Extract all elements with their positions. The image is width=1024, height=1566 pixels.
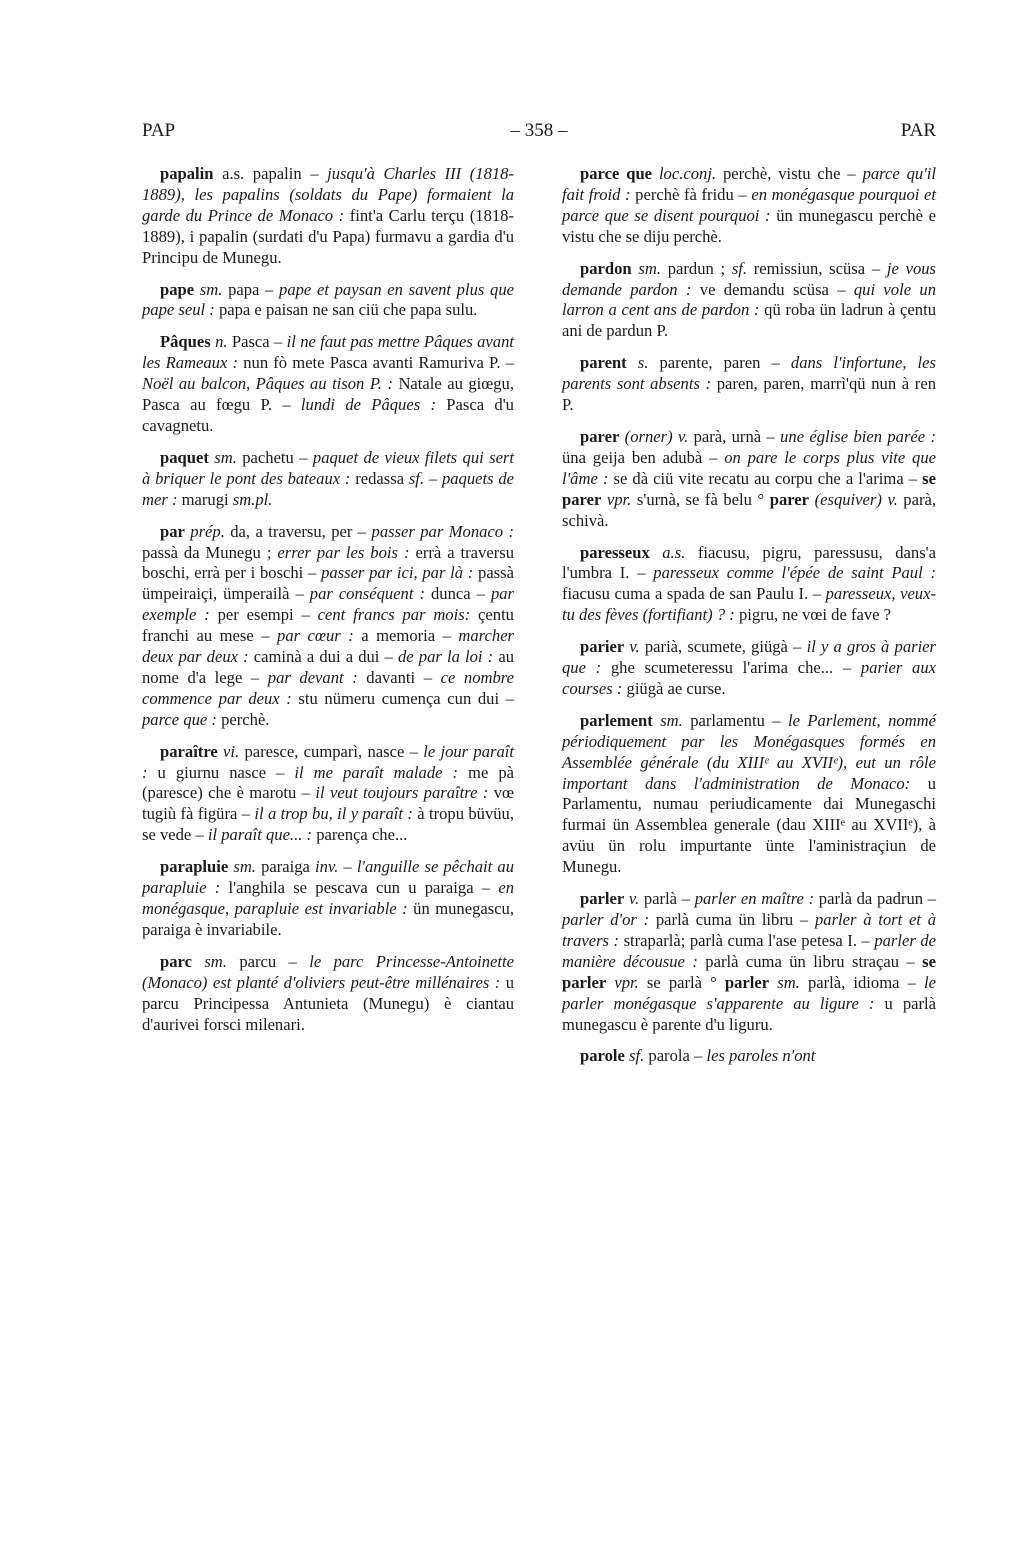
translation-text: parlà –	[639, 889, 695, 909]
translation-text: u Parlamentu, numau periudicamente dai Munegaschi furmai ün Assemblea generale (dau XIIIᵉ au XVIIᵉ), à avüu ün rolu impurtante ünte l'aministraçiun de Munegu.	[562, 773, 937, 877]
example-or-grammar-text: errer par les bois :	[277, 542, 410, 562]
example-or-grammar-text: par exemple :	[142, 584, 514, 625]
translation-text: vœ tugiù fà figüra –	[142, 783, 514, 824]
dictionary-entry	[562, 711, 936, 878]
headword: parlement	[580, 710, 653, 730]
example-or-grammar-text: s.	[626, 353, 649, 373]
translation-text: passà da Munegu ;	[142, 542, 278, 562]
example-or-grammar-text: a.s.	[649, 542, 686, 562]
dictionary-entry	[142, 280, 514, 322]
headword: parole	[580, 1046, 625, 1066]
translation-text: parlà cuma ün libru –	[649, 910, 815, 929]
sub-headword: se parer	[562, 468, 936, 509]
translation-text: l'anghila se pescava cun u paraiga –	[220, 878, 499, 898]
example-or-grammar-text: sf.	[624, 1046, 645, 1066]
example-or-grammar-text: le parler monégasque s'apparente au ligure :	[562, 972, 936, 1013]
headword: paraître	[160, 741, 218, 761]
example-or-grammar-text: sm.	[194, 279, 223, 299]
translation-text: me pà (paresce) che è marotu –	[142, 762, 515, 803]
translation-text: caminà a dui a dui –	[248, 647, 398, 667]
example-or-grammar-text: il paraît que... :	[207, 825, 313, 845]
translation-text: ghe scumeteressu l'arima che... –	[601, 658, 861, 678]
sub-headword: parler	[724, 972, 770, 992]
headword: papalin	[160, 164, 214, 183]
example-or-grammar-text: les paroles n'ont	[706, 1046, 816, 1066]
sub-headword: parer	[769, 489, 810, 509]
example-or-grammar-text: il ne faut pas mettre Pâques avant les Rameaux :	[142, 332, 514, 373]
translation-text: s'urnà, se fà belu °	[631, 489, 770, 509]
translation-text: parlà da padrun –	[814, 889, 937, 909]
example-or-grammar-text: paquets de mer :	[142, 468, 515, 509]
example-or-grammar-text: sm.pl.	[232, 489, 273, 509]
example-or-grammar-text: le Parlement, nommé périodiquement par les Monégasques formés en Assemblée générale (du XIIIᵉ au XVIIᵉ), eut un rôle important dans l'administration de Monaco:	[562, 710, 936, 793]
translation-text: parente, paren –	[648, 353, 791, 373]
example-or-grammar-text: vpr.	[601, 489, 632, 509]
dictionary-entry	[142, 952, 514, 1036]
headword: paquet	[160, 447, 209, 467]
translation-text: u parcu Principessa Antunieta (Munegu) è ciantau d'aurivei forsci milenari.	[142, 972, 514, 1034]
example-or-grammar-text: le parc Princesse-Antoinette (Monaco) est planté d'oliviers peut-être millénaires :	[142, 951, 514, 992]
guide-word-right: PAR	[900, 120, 936, 141]
translation-text: marugi	[177, 489, 233, 509]
translation-text: straparlà; parlà cuma l'ase petesa I. –	[619, 930, 875, 950]
example-or-grammar-text: par conséquent :	[309, 584, 425, 604]
example-or-grammar-text: sm.	[228, 857, 256, 877]
headword: par	[160, 521, 185, 541]
example-or-grammar-text: parler d'or :	[562, 910, 650, 929]
example-or-grammar-text: v.	[624, 637, 640, 657]
translation-text: papa –	[222, 279, 280, 299]
left-column	[142, 164, 514, 1046]
example-or-grammar-text: en monégasque pourquoi et parce que se disent pourquoi :	[562, 184, 937, 225]
translation-text: remissiun, scüsa –	[747, 258, 887, 278]
dictionary-entry	[562, 889, 936, 1035]
translation-text: fiacusu cuma a spada de san Paulu I. –	[562, 584, 826, 604]
headword: paresseux	[580, 542, 650, 562]
translation-text: redassa	[350, 468, 409, 488]
example-or-grammar-text: parler de manière décousue :	[562, 930, 936, 971]
translation-text: papalin –	[244, 164, 328, 183]
dictionary-entry	[562, 1046, 936, 1067]
page-number: – 358 –	[510, 120, 568, 141]
example-or-grammar-text: pape et paysan en savent plus que pape seul :	[142, 279, 514, 320]
translation-text: ün munegascu perchè e vistu che se diju perchè.	[562, 205, 936, 246]
guide-word-left: PAP	[142, 120, 176, 141]
example-or-grammar-text: loc.conj.	[652, 164, 717, 183]
example-or-grammar-text: parler en maître :	[694, 889, 815, 909]
example-or-grammar-text: parce que :	[142, 709, 217, 729]
translation-text: u giurnu nasce –	[147, 762, 295, 782]
translation-text: stu nümeru cumença cun dui –	[291, 688, 514, 708]
dictionary-entry	[142, 522, 514, 731]
example-or-grammar-text: n.	[210, 332, 228, 352]
example-or-grammar-text: sf.	[731, 258, 748, 278]
dictionary-entry	[142, 448, 514, 511]
running-head	[142, 120, 936, 144]
right-column	[562, 164, 936, 1078]
example-or-grammar-text: ce nombre commence par deux :	[142, 667, 514, 708]
example-or-grammar-text: cent francs par mois:	[317, 605, 471, 625]
example-or-grammar-text: par devant :	[267, 667, 358, 687]
dictionary-entry	[142, 164, 514, 269]
sub-headword: se parler	[562, 951, 936, 992]
example-or-grammar-text: l'anguille se pêchait au parapluie :	[142, 857, 514, 898]
example-or-grammar-text: dans l'infortune, les parents sont absents :	[562, 353, 936, 394]
translation-text: pardun ;	[660, 258, 732, 278]
example-or-grammar-text: v.	[624, 889, 640, 909]
translation-text: à tropu büvüu, se vede –	[142, 804, 514, 845]
headword: pardon	[580, 258, 632, 278]
translation-text: çentu franchi au mese –	[142, 605, 514, 646]
translation-text: parença che...	[312, 825, 408, 845]
example-or-grammar-text: inv.	[315, 857, 339, 877]
translation-text: fiacusu, pigru, paressusu, dans'a l'umbra I. –	[562, 542, 937, 583]
translation-text: Pasca –	[227, 332, 287, 352]
example-or-grammar-text: vpr.	[606, 972, 639, 992]
example-or-grammar-text: vi.	[217, 741, 240, 761]
translation-text: parlà cuma ün libru straçau –	[697, 951, 923, 971]
dictionary-entry	[562, 543, 936, 627]
translation-text: perchè.	[216, 709, 270, 729]
example-or-grammar-text: le jour paraît :	[142, 741, 514, 782]
dictionary-entry	[562, 637, 936, 700]
translation-text: paren, paren, marrì'qü nun à ren P.	[562, 374, 936, 415]
translation-text: nun fò mete Pasca avanti Ramuriva P. –	[238, 353, 514, 373]
dictionary-entry	[142, 857, 514, 941]
headword: parapluie	[160, 857, 229, 877]
translation-text: parcu –	[226, 951, 310, 971]
example-or-grammar-text: sm.	[191, 951, 227, 971]
headword: parler	[580, 889, 625, 909]
example-or-grammar-text: il a trop bu, il y paraît :	[254, 804, 413, 824]
translation-text: papa e paisan ne san ciü che papa sulu.	[214, 300, 478, 320]
translation-text: ün munegascu, paraiga è invariabile.	[142, 899, 514, 939]
example-or-grammar-text: (orner) v.	[619, 426, 689, 446]
example-or-grammar-text: lundi de Pâques :	[300, 395, 436, 415]
dictionary-entry	[562, 427, 936, 532]
example-or-grammar-text: jusqu'à Charles III (1818-1889), les papalins (soldats du Pape) formaient la garde du Prince de Monaco :	[142, 164, 514, 225]
translation-text: paresce, cumparì, nasce –	[239, 741, 424, 761]
dictionary-entry	[562, 259, 936, 343]
example-or-grammar-text: il me paraît malade :	[294, 762, 459, 782]
translation-text: pigru, ne vœi de fave ?	[734, 605, 892, 625]
translation-text: dunca –	[425, 584, 491, 604]
translation-text: fint'a Carlu terçu (1818-1889), i papalin (surdati d'u Papa) furmavu a gardia d'u Principu de Munegu.	[142, 205, 515, 267]
example-or-grammar-text: en monégasque, parapluie est invariable :	[142, 878, 515, 918]
translation-text: parlamentu –	[682, 710, 788, 730]
example-or-grammar-text: (esquiver) v.	[809, 489, 898, 509]
dictionary-entry	[142, 742, 514, 847]
translation-text: se parlà °	[638, 972, 725, 992]
example-or-grammar-text: parce qu'il fait froid :	[562, 164, 936, 204]
translation-text: au nome d'a lege –	[142, 647, 515, 687]
example-or-grammar-text: par cœur :	[277, 626, 354, 646]
translation-text: davanti –	[357, 667, 441, 687]
translation-text: pachetu –	[236, 447, 313, 467]
headword: parce que	[580, 164, 653, 183]
example-or-grammar-text: paquet de vieux filets qui sert à briquer le pont des bateaux :	[142, 447, 514, 488]
translation-text: se dà ciü vite recatu au corpu che a l'arima –	[608, 468, 923, 488]
headword: parent	[580, 353, 627, 373]
example-or-grammar-text: une église bien parée :	[780, 426, 937, 446]
example-or-grammar-text: sm.	[769, 972, 800, 992]
translation-text: errà a traversu boschi, errà per i boschi –	[142, 542, 514, 583]
translation-text: perchè, vistu che –	[716, 164, 863, 183]
translation-text: da, a traversu, per –	[224, 521, 372, 541]
headword: parer	[580, 426, 620, 446]
translation-text: parà, schivà.	[562, 489, 936, 530]
translation-text: ve demandu scüsa –	[691, 279, 854, 299]
example-or-grammar-text: de par la loi :	[397, 647, 494, 667]
translation-text: –	[338, 857, 357, 877]
dictionary-entry	[142, 332, 514, 437]
translation-text: parià, scumete, giügà –	[639, 637, 807, 657]
headword: pape	[160, 279, 195, 299]
translation-text: qü roba ün ladrun à çentu ani de pardun P.	[562, 300, 936, 341]
dictionary-entry	[562, 353, 936, 416]
example-or-grammar-text: sf.	[408, 468, 425, 488]
translation-text: perchè fà fridu –	[630, 184, 752, 204]
translation-text: parà, urnà –	[688, 426, 781, 446]
example-or-grammar-text: prép.	[184, 521, 225, 541]
translation-text: a.s.	[213, 164, 245, 183]
example-or-grammar-text: parler à tort et à travers :	[562, 910, 936, 950]
translation-text: Pasca d'u cavagnetu.	[142, 395, 514, 435]
example-or-grammar-text: paresseux comme l'épée de saint Paul :	[653, 563, 936, 583]
translation-text: a memoria –	[353, 626, 459, 646]
translation-text: parlà, idioma –	[799, 972, 925, 992]
translation-text: giügà ae curse.	[622, 678, 726, 698]
example-or-grammar-text: paresseux, veux-tu des fèves (fortifiant) ? :	[562, 584, 936, 625]
translation-text: u parlà munegascu è parente d'u liguru.	[562, 993, 936, 1034]
translation-text: –	[424, 468, 442, 488]
example-or-grammar-text: Noël au balcon, Pâques au tison P. :	[142, 374, 393, 394]
example-or-grammar-text: passer par ici, par là :	[321, 563, 474, 583]
example-or-grammar-text: on pare le corps plus vite que l'âme :	[562, 447, 936, 488]
translation-text: üna geija ben adubà –	[562, 447, 725, 467]
headword: parier	[580, 637, 625, 657]
translation-text: passà ümpeiraiçi, ümperailà –	[142, 563, 515, 604]
example-or-grammar-text: il y a gros à parier que :	[562, 637, 937, 678]
example-or-grammar-text: je vous demande pardon :	[562, 258, 936, 299]
translation-text: parola –	[644, 1046, 707, 1066]
translation-text: Natale au giœgu, Pasca au fœgu P. –	[142, 374, 514, 415]
example-or-grammar-text: sm.	[208, 447, 237, 467]
example-or-grammar-text: marcher deux par deux :	[142, 626, 515, 667]
example-or-grammar-text: il veut toujours paraître :	[315, 783, 489, 803]
example-or-grammar-text: parier aux courses :	[562, 658, 936, 698]
headword: Pâques	[160, 332, 211, 352]
dictionary-entry	[562, 164, 936, 248]
headword: parc	[160, 951, 192, 971]
example-or-grammar-text: sm.	[652, 710, 683, 730]
example-or-grammar-text: qui vole un larron a cent ans de pardon :	[562, 279, 936, 320]
example-or-grammar-text: passer par Monaco :	[371, 521, 514, 541]
example-or-grammar-text: sm.	[631, 258, 661, 278]
translation-text: per esempi –	[209, 605, 318, 625]
translation-text: paraiga	[255, 857, 316, 877]
